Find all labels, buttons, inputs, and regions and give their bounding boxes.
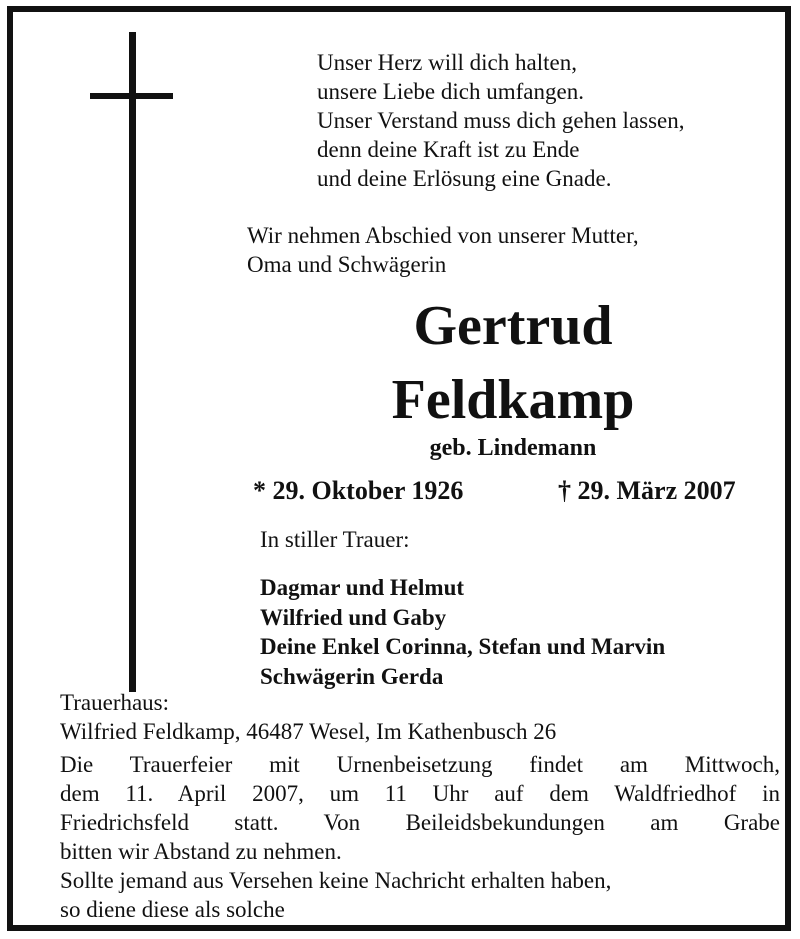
notice-line: Friedrichsfeld statt. Von Beileidsbekundungen am Grabe (60, 810, 780, 835)
notice-line: so diene diese als solche (60, 897, 285, 922)
house-address: Wilfried Feldkamp, 46487 Wesel, Im Kathenbusch 26 (60, 719, 557, 744)
funeral-notice (60, 750, 780, 924)
intro-line: Oma und Schwägerin (247, 252, 447, 277)
mourner-list (260, 573, 665, 691)
mourner-item: Dagmar und Helmut (260, 575, 465, 600)
birth-name: geb. Lindemann (429, 435, 597, 461)
poem-line: und deine Erlösung eine Gnade. (317, 166, 612, 191)
farewell-intro (247, 221, 639, 279)
cross-icon (129, 32, 136, 692)
death-date: † 29. März 2007 (558, 476, 736, 505)
poem-line: Unser Herz will dich halten, (317, 50, 577, 75)
birth-date: * 29. Oktober 1926 (253, 476, 464, 505)
notice-line: dem 11. April 2007, um 11 Uhr auf dem Waldfriedhof in (60, 781, 780, 806)
house-label: Trauerhaus: (60, 690, 170, 715)
deceased-first-name: Gertrud (413, 295, 613, 357)
mourner-item: Schwägerin Gerda (260, 663, 444, 689)
notice-line: bitten wir Abstand zu nehmen. (60, 839, 342, 864)
obituary-frame (7, 6, 791, 931)
intro-line: Wir nehmen Abschied von unserer Mutter, (247, 223, 639, 248)
notice-line: Sollte jemand aus Versehen keine Nachricht erhalten haben, (60, 868, 612, 893)
mourning-house (60, 688, 556, 746)
poem-line: Unser Verstand muss dich gehen lassen, (317, 108, 685, 133)
mourner-item: Deine Enkel Corinna, Stefan und Marvin (260, 634, 666, 659)
deceased-last-name: Feldkamp (391, 369, 635, 431)
poem-line: denn deine Kraft ist zu Ende (317, 137, 580, 162)
poem-line: unsere Liebe dich umfangen. (317, 79, 584, 104)
notice-line: Die Trauerfeier mit Urnenbeisetzung findet am Mittwoch, (60, 752, 780, 777)
poem (317, 48, 685, 193)
cross-icon-bar (90, 93, 173, 99)
mourner-item: Wilfried und Gaby (260, 604, 447, 630)
mourning-label: In stiller Trauer: (260, 527, 410, 552)
